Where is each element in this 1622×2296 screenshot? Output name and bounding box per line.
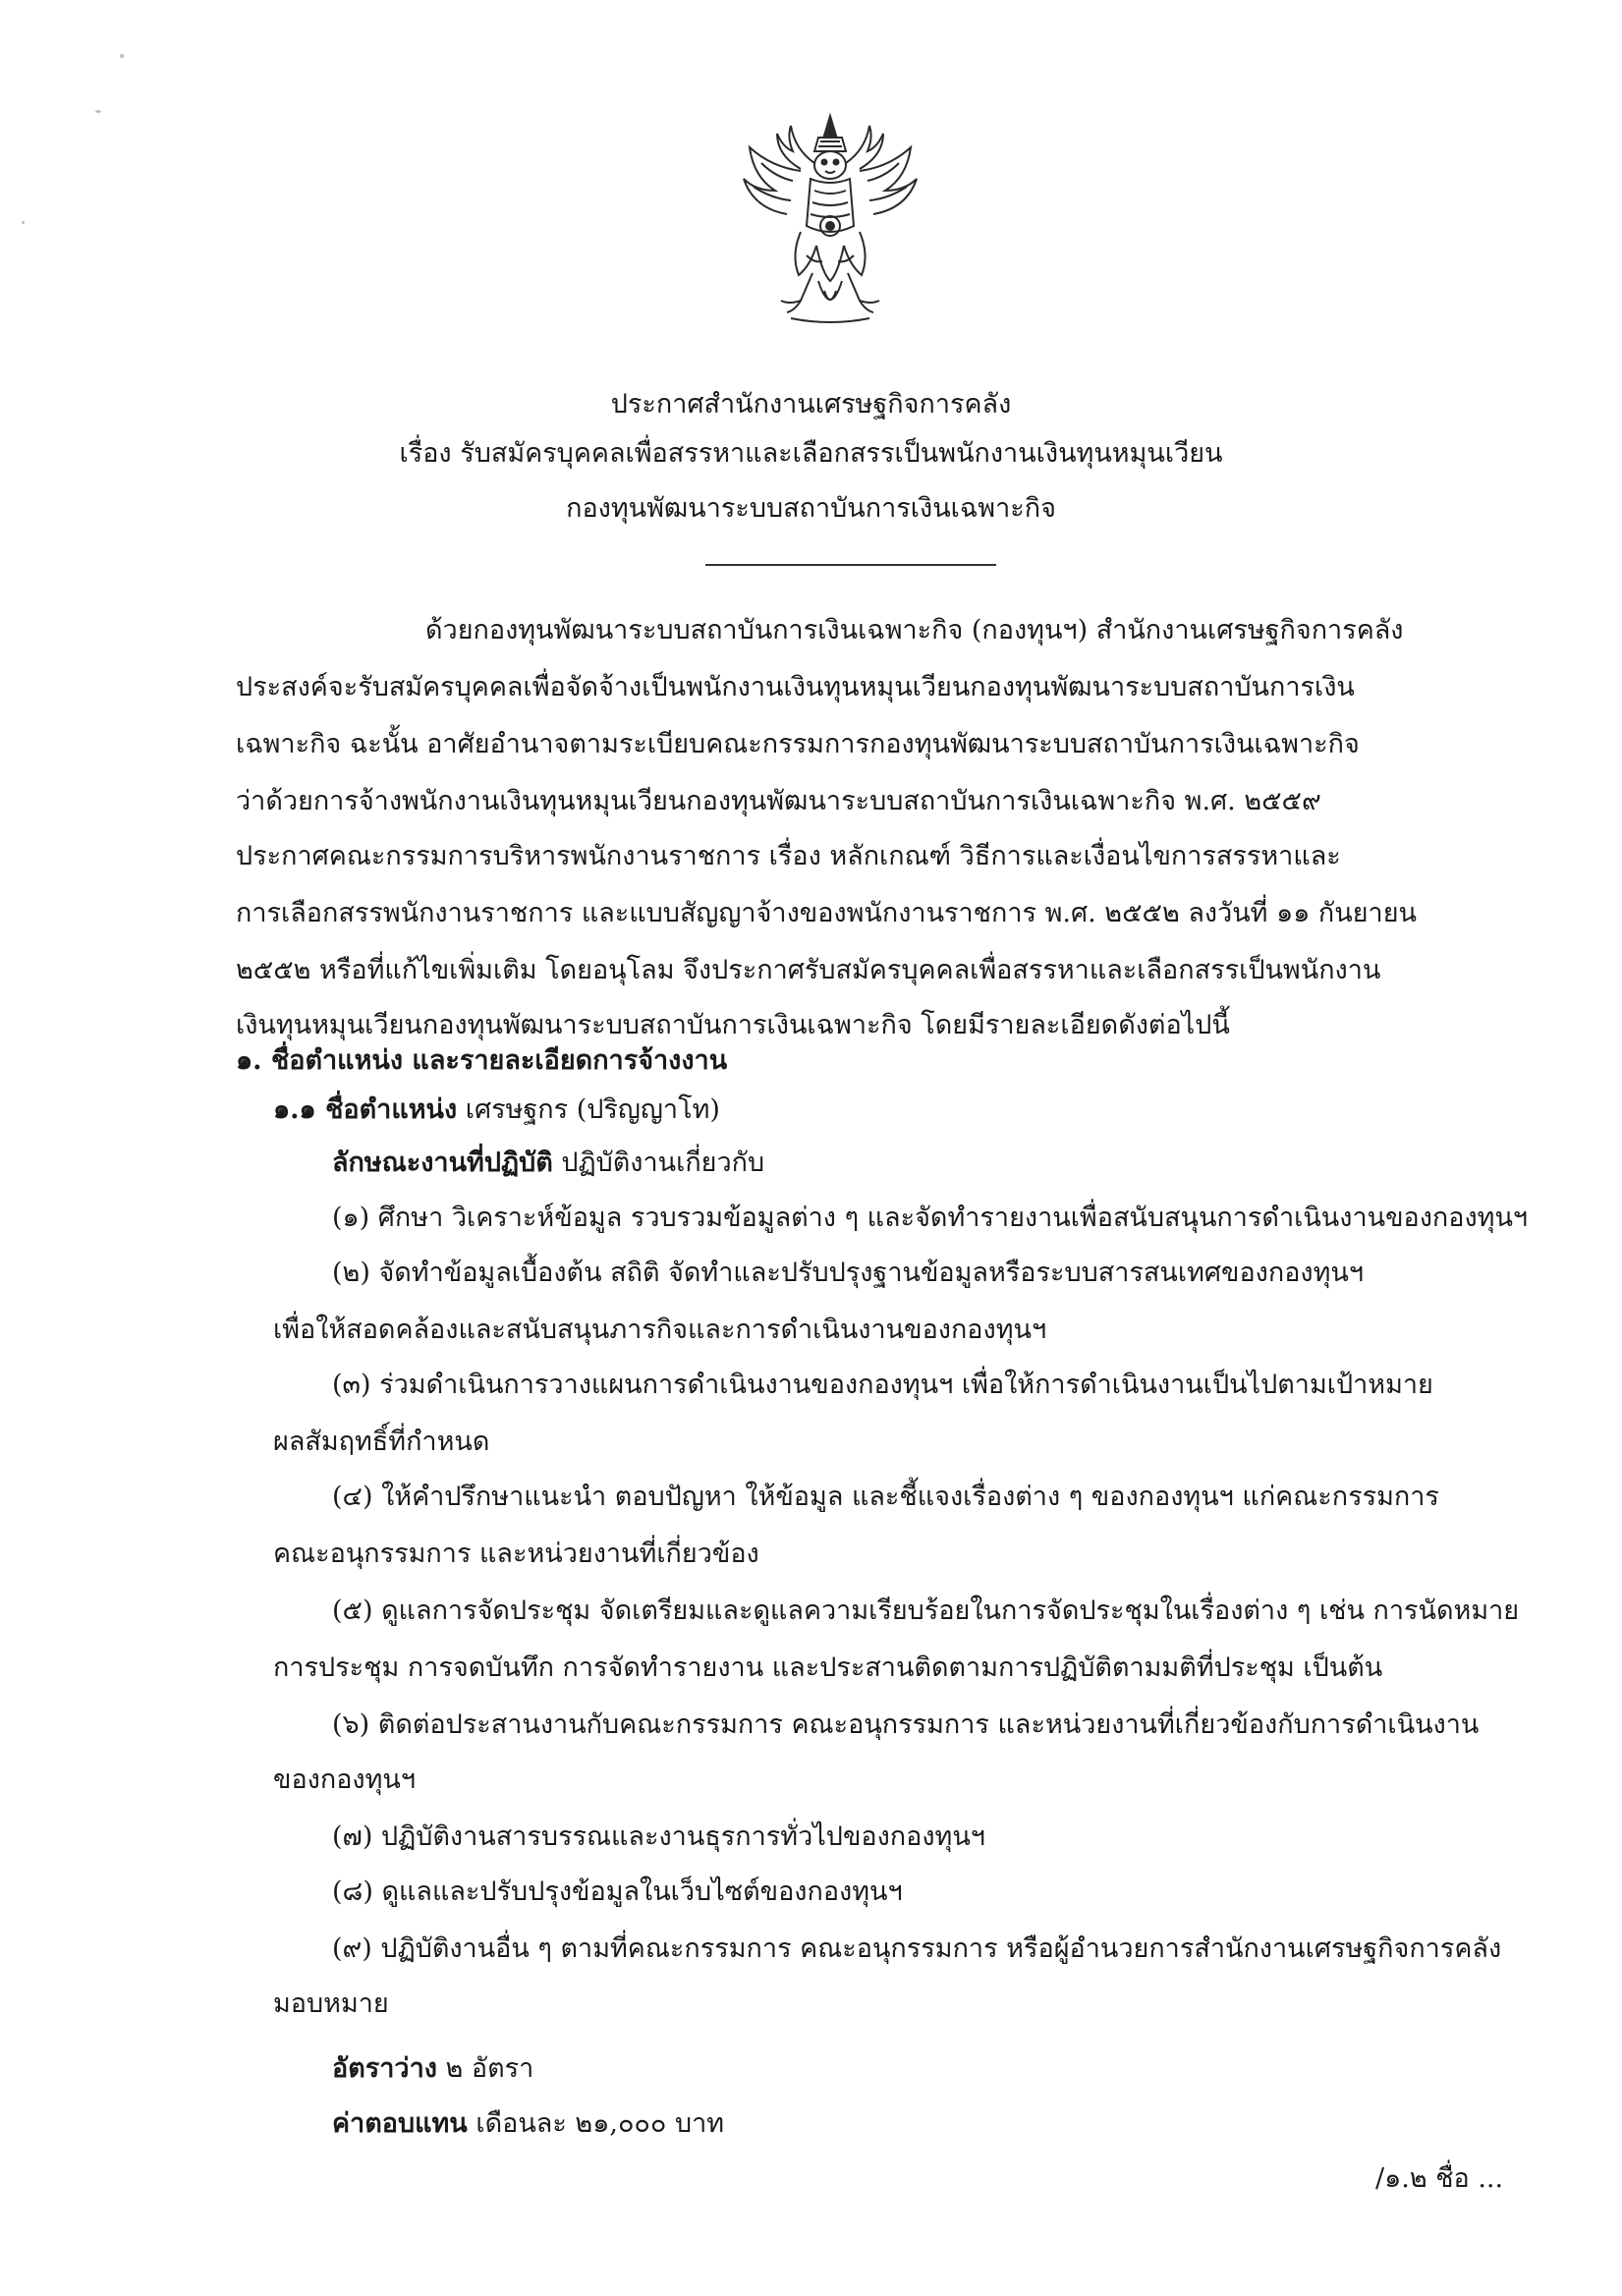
position-label: ๑.๑ ชื่อตำแหน่ง [273,1094,458,1125]
duty-row [332,1144,764,1183]
announcement-title: ประกาศสำนักงานเศรษฐกิจการคลัง [610,389,1012,420]
duty-item: (๗) ปฏิบัติงานสารบรรณและงานธุรการทั่วไปของกองทุนฯ [332,1821,985,1852]
duty-item: (๑) ศึกษา วิเคราะห์ข้อมูล รวบรวมข้อมูลต่าง ๆ และจัดทำรายงานเพื่อสนับสนุนการดำเนินงานของกองทุนฯ [332,1203,1529,1233]
position-value: เศรษฐกร (ปริญญาโท) [457,1094,720,1125]
header-divider [705,564,996,566]
intro-line: เฉพาะกิจ ฉะนั้น อาศัยอำนาจตามระเบียบคณะกรรมการกองทุนพัฒนาระบบสถาบันการเงินเฉพาะกิจ [236,729,1360,759]
duty-item: (๓) ร่วมดำเนินการวางแผนการดำเนินงานของกองทุนฯ เพื่อให้การดำเนินงานเป็นไปตามเป้าหมาย [332,1370,1433,1400]
duty-value: ปฏิบัติงานเกี่ยวกับ [552,1148,765,1178]
intro-line: เงินทุนหมุนเวียนกองทุนพัฒนาระบบสถาบันการเงินเฉพาะกิจ โดยมีรายละเอียดดังต่อไปนี้ [236,1010,1230,1040]
intro-line: ด้วยกองทุนพัฒนาระบบสถาบันการเงินเฉพาะกิจ (กองทุนฯ) สำนักงานเศรษฐกิจการคลัง [425,615,1404,645]
vacancy-label: อัตราว่าง [332,2053,437,2084]
duty-item-continued: การประชุม การจดบันทึก การจัดทำรายงาน และประสานติดตามการปฏิบัติตามมติที่ประชุม เป็นต้น [273,1652,1383,1683]
duty-item-continued: คณะอนุกรรมการ และหน่วยงานที่เกี่ยวข้อง [273,1539,759,1569]
vacancy-row [332,2049,533,2089]
duty-label: ลักษณะงานที่ปฏิบัติ [332,1148,553,1178]
intro-line: การเลือกสรรพนักงานราชการ และแบบสัญญาจ้างของพนักงานราชการ พ.ศ. ๒๕๕๒ ลงวันที่ ๑๑ กันยายน [236,898,1417,928]
scan-speck [22,221,25,224]
fund-name: กองทุนพัฒนาระบบสถาบันการเงินเฉพาะกิจ [566,493,1056,524]
scan-speck [120,54,124,58]
duty-item: (๙) ปฏิบัติงานอื่น ๆ ตามที่คณะกรรมการ คณะอนุกรรมการ หรือผู้อำนวยการสำนักงานเศรษฐกิจการคลัง [332,1933,1502,1964]
duty-item: (๒) จัดทำข้อมูลเบื้องต้น สถิติ จัดทำและปรับปรุงฐานข้อมูลหรือระบบสารสนเทศของกองทุนฯ [332,1258,1365,1288]
duty-item-continued: เพื่อให้สอดคล้องและสนับสนุนภารกิจและการดำเนินงานของกองทุนฯ [273,1315,1047,1345]
duty-item-continued: ของกองทุนฯ [273,1764,417,1795]
garuda-emblem-icon [732,108,928,334]
duty-item-continued: มอบหมาย [273,1988,389,2019]
duty-item: (๔) ให้คำปรึกษาแนะนำ ตอบปัญหา ให้ข้อมูล และชี้แจงเรื่องต่าง ๆ ของกองทุนฯ แก่คณะกรรมการ [332,1482,1439,1512]
pay-value: เดือนละ ๒๑,๐๐๐ บาท [467,2108,725,2139]
announcement-subject: เรื่อง รับสมัครบุคคลเพื่อสรรหาและเลือกสรรเป็นพนักงานเงินทุนหมุนเวียน [399,438,1223,469]
duty-item-continued: ผลสัมฤทธิ์ที่กำหนด [273,1427,490,1457]
vacancy-value: ๒ อัตรา [436,2053,534,2084]
duty-item: (๘) ดูแลและปรับปรุงข้อมูลในเว็บไซต์ของกองทุนฯ [332,1876,903,1907]
intro-line: ว่าด้วยการจ้างพนักงานเงินทุนหมุนเวียนกองทุนพัฒนาระบบสถาบันการเงินเฉพาะกิจ พ.ศ. ๒๕๕๙ [236,786,1321,816]
pay-label: ค่าตอบแทน [332,2108,468,2139]
intro-line: ประสงค์จะรับสมัครบุคคลเพื่อจัดจ้างเป็นพนักงานเงินทุนหมุนเวียนกองทุนพัฒนาระบบสถาบันการเงิน [236,672,1355,702]
duty-item: (๖) ติดต่อประสานงานกับคณะกรรมการ คณะอนุกรรมการ และหน่วยงานที่เกี่ยวข้องกับการดำเนินงาน [332,1709,1480,1740]
next-page-reference: /๑.๒ ชื่อ ... [1375,2163,1504,2194]
duty-item: (๕) ดูแลการจัดประชุม จัดเตรียมและดูแลความเรียบร้อยในการจัดประชุมในเรื่องต่าง ๆ เช่น การนัดหมาย [332,1596,1520,1626]
position-row [273,1091,720,1130]
scan-speck [95,110,101,113]
section-heading: ๑. ชื่อตำแหน่ง และรายละเอียดการจ้างงาน [236,1045,728,1076]
pay-row [332,2104,724,2144]
intro-line: ประกาศคณะกรรมการบริหารพนักงานราชการ เรื่อง หลักเกณฑ์ วิธีการและเงื่อนไขการสรรหาและ [236,841,1341,871]
intro-line: ๒๕๕๒ หรือที่แก้ไขเพิ่มเติม โดยอนุโลม จึงประกาศรับสมัครบุคคลเพื่อสรรหาและเลือกสรรเป็นพนักงาน [236,955,1381,985]
